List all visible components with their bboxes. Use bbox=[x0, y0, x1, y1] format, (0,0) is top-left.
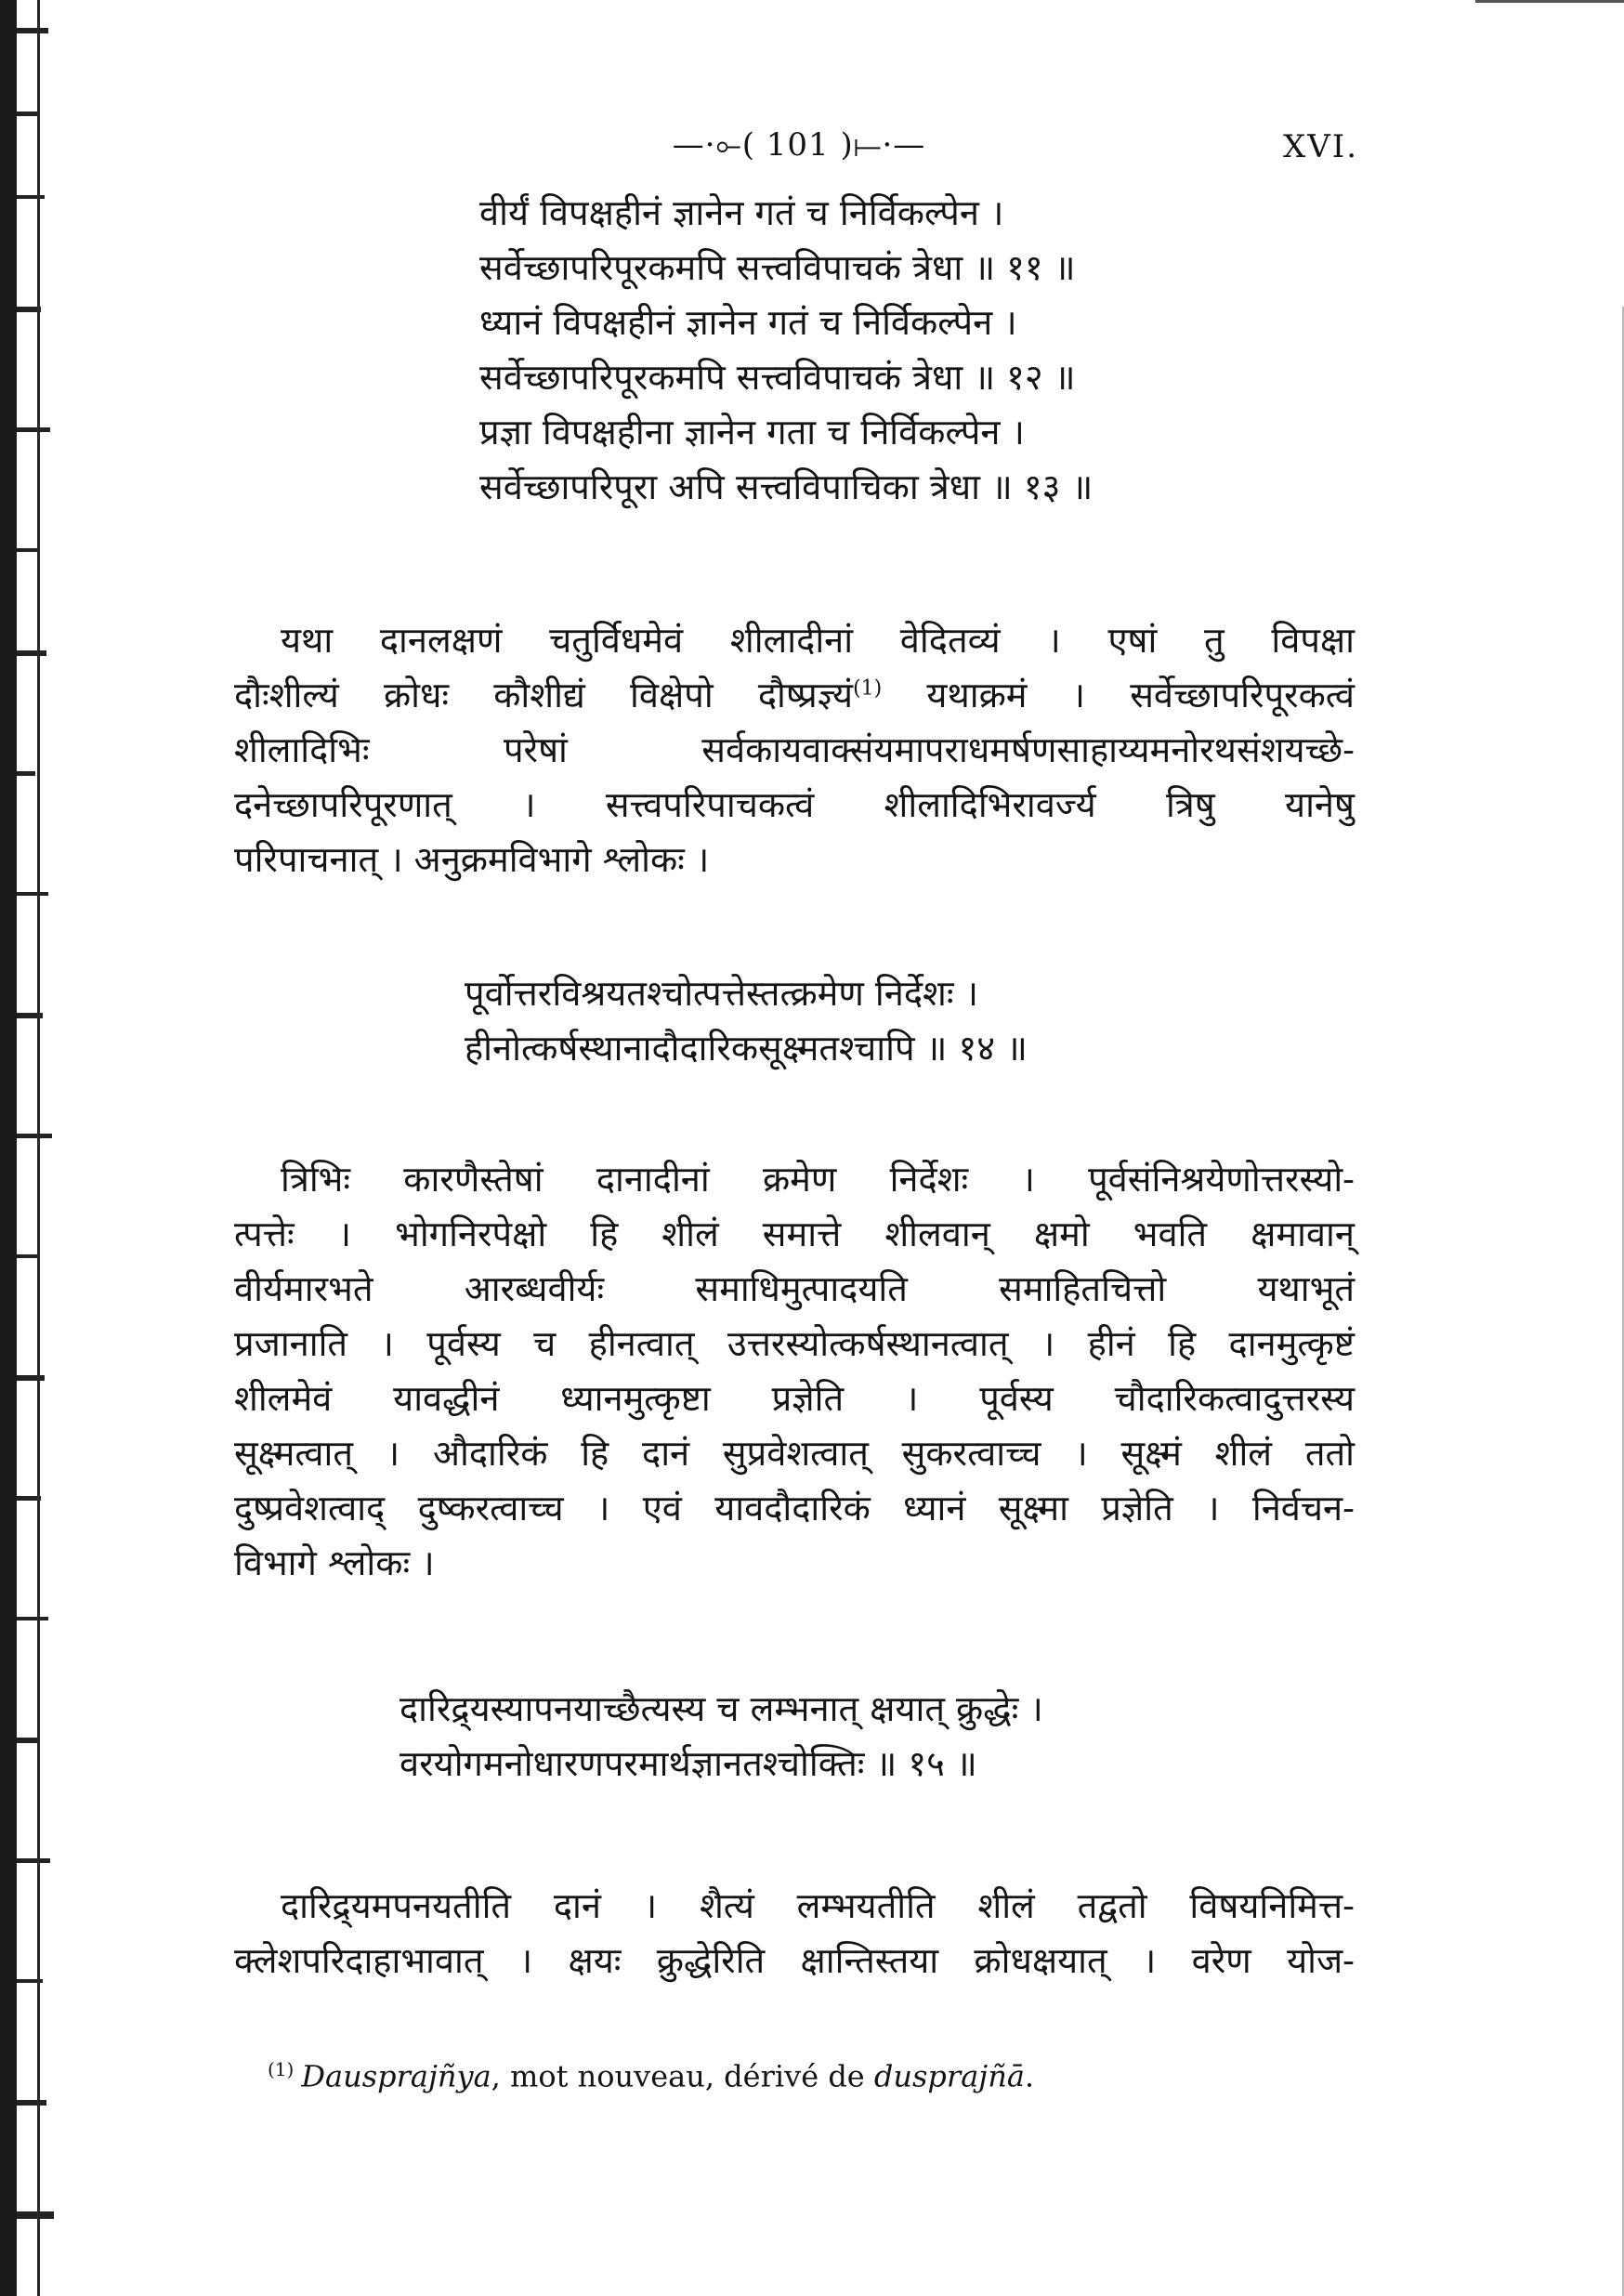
verse-14 bbox=[465, 966, 1028, 1076]
commentary-paragraph-3 bbox=[234, 1879, 1355, 1988]
footnote-source: dusprajñā bbox=[873, 2058, 1025, 2094]
footnote-term: Dausprajñya bbox=[301, 2058, 491, 2094]
verse-line: सर्वेच्छापरिपूरकमपि सत्त्वविपाचकं त्रेधा ॥ १२ ॥ bbox=[479, 357, 1076, 398]
section-number: XVI. bbox=[1283, 128, 1358, 165]
verse-line: सर्वेच्छापरिपूरा अपि सत्त्वविपाचिका त्रेधा ॥ १३ ॥ bbox=[479, 466, 1094, 507]
verse-line: हीनोत्कर्षस्थानादौदारिकसूक्ष्मतश्चापि ॥ १४ ॥ bbox=[465, 1028, 1028, 1069]
page-number: —·⟜( 101 )⟝·— bbox=[672, 126, 926, 164]
verse-line: पूर्वोत्तरविश्रयतश्चोत्पत्तेस्तत्क्रमेण निर्देशः । bbox=[465, 973, 979, 1014]
footnote-text: , mot nouveau, dérivé de bbox=[491, 2058, 874, 2094]
prose-line: त्पत्तेः । भोगनिरपेक्षो हि शीलं समात्ते शीलवान् क्षमो भवति क्षमावान् bbox=[234, 1214, 1355, 1254]
prose-line: विभागे श्लोकः । bbox=[234, 1542, 435, 1583]
page-header bbox=[0, 121, 1624, 177]
verse-line: सर्वेच्छापरिपूरकमपि सत्त्वविपाचकं त्रेधा ॥ ११ ॥ bbox=[479, 247, 1076, 288]
prose-line: दारिद्र्यमपनयतीति दानं । शैत्यं लम्भयतीति शीलं तद्वतो विषयनिमित्त- bbox=[281, 1885, 1355, 1926]
prose-line: सूक्ष्मत्वात् । औदारिकं हि दानं सुप्रवेशत्वात् सुकरत्वाच्च । सूक्ष्मं शीलं ततो bbox=[234, 1433, 1355, 1474]
commentary-paragraph-2 bbox=[234, 1152, 1355, 1591]
footnote bbox=[268, 2058, 1034, 2094]
prose-line: त्रिभिः कारणैस्तेषां दानादीनां क्रमेण निर्देशः । पूर्वसंनिश्रयेणोत्तरस्यो- bbox=[281, 1159, 1355, 1200]
verse-line: ध्यानं विपक्षहीनं ज्ञानेन गतं च निर्विकल्पेन । bbox=[479, 302, 1017, 343]
prose-line: यथा दानलक्षणं चतुर्विधमेवं शीलादीनां वेदितव्यं । एषां तु विपक्षा bbox=[281, 620, 1355, 661]
prose-line: शीलमेवं यावद्धीनं ध्यानमुत्कृष्टा प्रज्ञेति । पूर्वस्य चौदारिकत्वादुत्तरस्य bbox=[234, 1378, 1355, 1419]
prose-line: क्लेशपरिदाहाभावात् । क्षयः क्रुद्धेरिति क्षान्तिस्तया क्रोधक्षयात् । वरेण योज- bbox=[234, 1940, 1355, 1981]
verse-line: वीर्यं विपक्षहीनं ज्ञानेन गतं च निर्विकल्पेन । bbox=[479, 192, 1004, 233]
prose-line: परिपाचनात् । अनुक्रमविभागे श्लोकः । bbox=[234, 839, 710, 880]
binding-edge bbox=[0, 0, 59, 2296]
binding-line bbox=[37, 0, 40, 2296]
top-rule bbox=[1475, 0, 1624, 3]
prose-line: वीर्यमारभते आरब्धवीर्यः समाधिमुत्पादयति समाहितचित्तो यथाभूतं bbox=[234, 1268, 1355, 1309]
footnote-marker: (1) bbox=[853, 676, 883, 701]
verse-line: दारिद्र्यस्यापनयाच्छैत्यस्य च लम्भनात् क्षयात् क्रुद्धेः । bbox=[399, 1688, 1043, 1729]
prose-text: यथाक्रमं । सर्वेच्छापरिपूरकत्वं bbox=[882, 675, 1356, 715]
verse-line: वरयोगमनोधारणपरमार्थज्ञानतश्चोक्तिः ॥ १५ ॥ bbox=[399, 1743, 977, 1784]
prose-line: शीलादिभिः परेषां सर्वकायवाक्संयमापराधमर्षणसाहाय्यमनोरथसंशयच्छे- bbox=[234, 729, 1355, 770]
prose-text: दौःशील्यं क्रोधः कौशीद्यं विक्षेपो दौष्प्रज्ञ्यं bbox=[234, 675, 854, 715]
prose-line bbox=[234, 668, 1355, 723]
footnote-end: . bbox=[1024, 2058, 1035, 2094]
prose-line: दुष्प्रवेशत्वाद् दुष्करत्वाच्च । एवं यावदौदारिकं ध्यानं सूक्ष्मा प्रज्ञेति । निर्वचन- bbox=[234, 1488, 1355, 1528]
verse-line: प्रज्ञा विपक्षहीना ज्ञानेन गता च निर्विकल्पेन । bbox=[479, 412, 1025, 453]
prose-line: प्रजानाति । पूर्वस्य च हीनत्वात् उत्तरस्योत्कर्षस्थानत्वात् । हीनं हि दानमुत्कृष्टं bbox=[234, 1323, 1355, 1364]
verse-15 bbox=[399, 1682, 1043, 1791]
prose-line: दनेच्छापरिपूरणात् । सत्त्वपरिपाचकत्वं शीलादिभिरावर्ज्य त्रिषु यानेषु bbox=[234, 784, 1355, 825]
verses-11-13 bbox=[479, 186, 1093, 515]
footnote-number: (1) bbox=[268, 2058, 295, 2080]
commentary-paragraph-1 bbox=[234, 613, 1355, 887]
